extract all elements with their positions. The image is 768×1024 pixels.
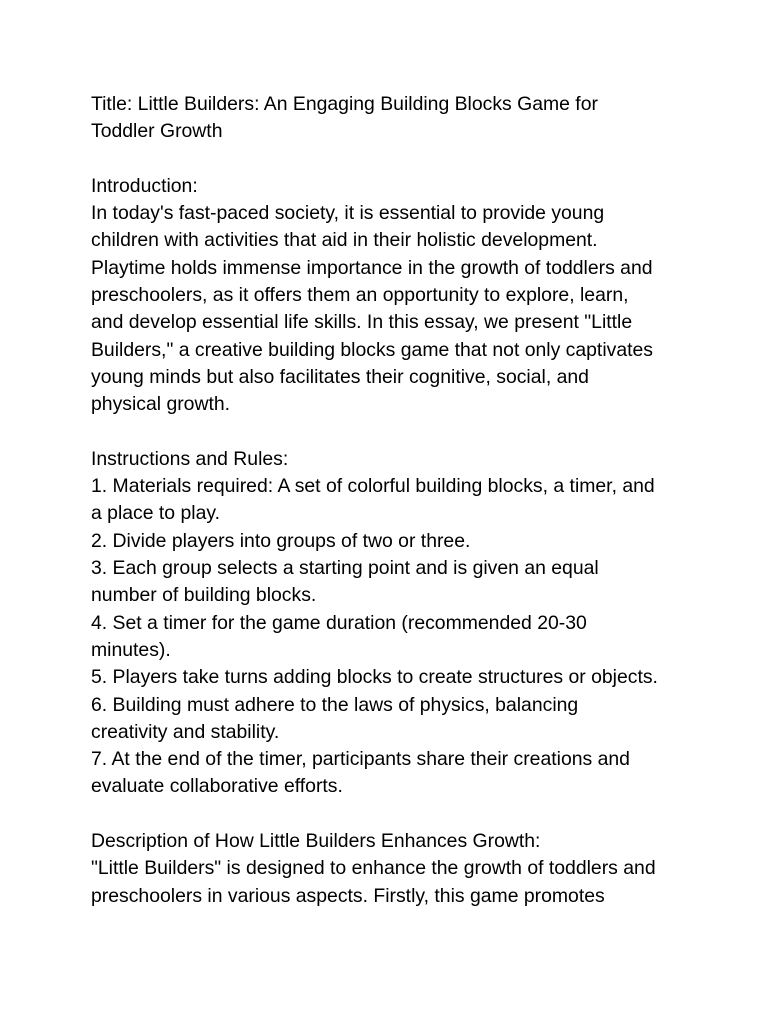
description-section [91,828,691,910]
introduction-heading: Introduction: [91,174,198,197]
title-line: Toddler Growth [91,120,223,143]
instructions-line: 4. Set a timer for the game duration (recommended 20-30 [91,611,587,634]
description-line: preschoolers in various aspects. Firstly, this game promotes [91,884,605,907]
instructions-line: a place to play. [91,502,220,525]
introduction-line: young minds but also facilitates their cognitive, social, and [91,365,589,388]
instructions-line: 2. Divide players into groups of two or three. [91,529,471,552]
description-heading: Description of How Little Builders Enhances Growth: [91,830,541,853]
instructions-line: 5. Players take turns adding blocks to create structures or objects. [91,666,658,689]
description-line: "Little Builders" is designed to enhance the growth of toddlers and [91,857,656,880]
paragraph-spacer [91,801,691,828]
title-line: Title: Little Builders: An Engaging Building Blocks Game for [91,93,598,115]
paragraph-spacer [91,146,691,173]
introduction-line: preschoolers, as it offers them an opportunity to explore, learn, [91,284,629,307]
instructions-line: evaluate collaborative efforts. [91,775,343,798]
instructions-line: 6. Building must adhere to the laws of physics, balancing [91,693,579,716]
document-title [91,91,691,146]
paragraph-spacer [91,419,691,446]
introduction-line: Builders," a creative building blocks game that not only captivates [91,338,653,361]
instructions-line: 3. Each group selects a starting point and is given an equal [91,557,599,580]
instructions-line: number of building blocks. [91,584,317,607]
introduction-line: In today's fast-paced society, it is essential to provide young [91,202,605,225]
instructions-line: creativity and stability. [91,720,280,743]
instructions-section [91,446,691,801]
introduction-line: and develop essential life skills. In this essay, we present "Little [91,311,633,334]
instructions-line: 1. Materials required: A set of colorful building blocks, a timer, and [91,475,655,498]
instructions-line: 7. At the end of the timer, participants share their creations and [91,748,630,771]
introduction-line: children with activities that aid in their holistic development. [91,229,598,252]
introduction-line: Playtime holds immense importance in the growth of toddlers and [91,256,653,279]
instructions-heading: Instructions and Rules: [91,447,289,470]
instructions-line: minutes). [91,638,171,661]
document-page [91,91,691,910]
introduction-section [91,173,691,419]
introduction-line: physical growth. [91,393,231,416]
